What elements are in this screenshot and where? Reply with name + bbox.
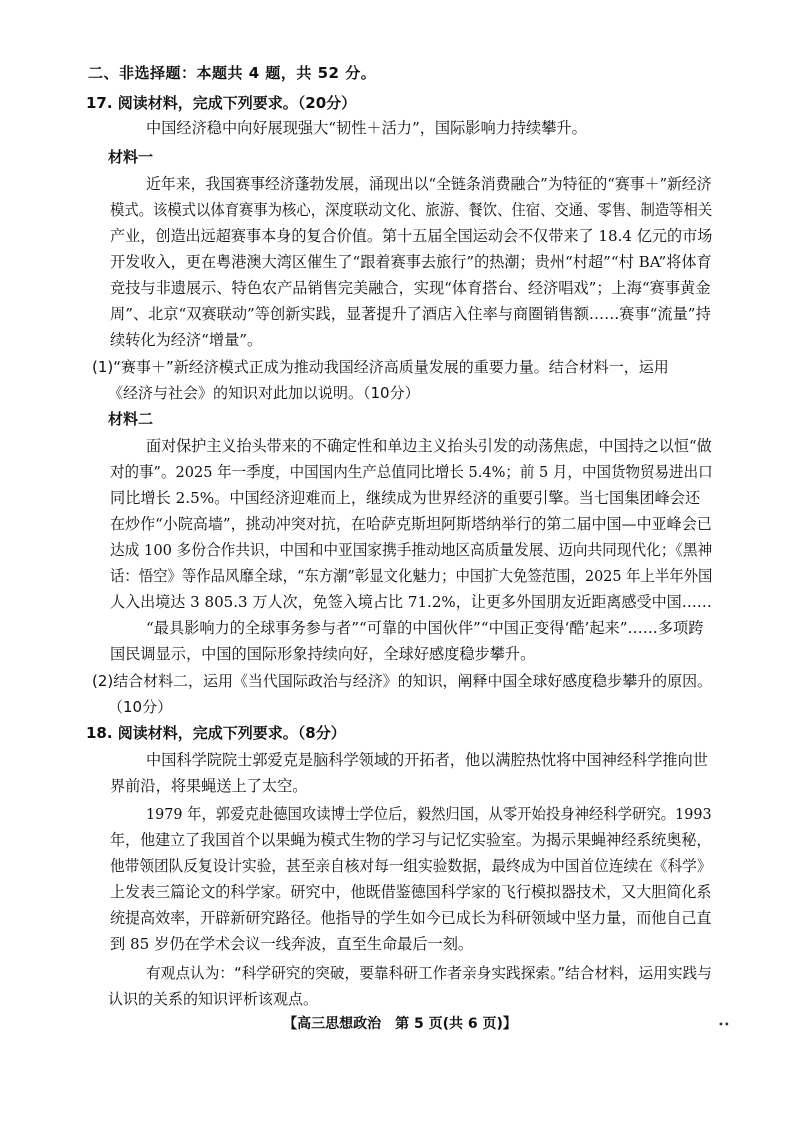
corner-mark: •• <box>718 1020 730 1031</box>
material-1-line: 近年来，我国赛事经济蓬勃发展，涌现出以“全链条消费融合”为特征的“赛事＋”新经济 <box>146 175 712 193</box>
sub-question-2-cont: （10分） <box>108 698 173 716</box>
material-1-line: 模式。该模式以体育赛事为核心，深度联动文化、旅游、餐饮、住宿、交通、零售、制造等相关 <box>110 201 713 219</box>
material-2-label: 材料二 <box>108 410 154 428</box>
question-18-line: 中国科学院院士郭爱克是脑科学领域的开拓者，他以满腔热忱将中国神经科学推向世 <box>146 751 708 769</box>
question-18-line: 界前沿，将果蝇送上了太空。 <box>110 777 308 795</box>
sub-question-1: (1)“赛事＋”新经济模式正成为推动我国经济高质量发展的重要力量。结合材料一，运用 <box>92 358 669 376</box>
material-2-line: 国民调显示，中国的国际形象持续向好，全球好感度稳步攀升。 <box>110 645 536 663</box>
material-2-line: 达成 100 多份合作共识，中国和中亚国家携手推动地区高质量发展、迈向共同现代化；《黑神 <box>110 541 713 559</box>
material-2-line: 在炒作“小院高墙”，挑动冲突对抗，在哈萨克斯坦阿斯塔纳举行的第二届中国—中亚峰会已 <box>110 515 712 533</box>
section-header: 二、非选择题：本题共 4 题，共 52 分。 <box>88 64 377 82</box>
material-2-line: “最具影响力的全球事务参与者”“可靠的中国伙伴”“中国正变得‘酷’起来”……多项跨 <box>146 619 704 637</box>
material-1-line: 周”、北京“双赛联动”等创新实践，显著提升了酒店入住率与商圈销售额……赛事“流量”持 <box>110 305 711 323</box>
question-18-prompt-cont: 认识的关系的知识评析该观点。 <box>108 990 319 1008</box>
question-18-title: 18. 阅读材料，完成下列要求。（8分） <box>86 724 346 742</box>
question-18-prompt: 有观点认为：“科学研究的突破，要靠科研工作者亲身实践探索。”结合材料，运用实践与 <box>146 964 712 982</box>
material-1-line: 产业，创造出远超赛事本身的复合价值。第十五届全国运动会不仅带来了 18.4 亿元的市场 <box>110 227 713 245</box>
question-18-line: 1979 年，郭爱克赴德国攻读博士学位后，毅然归国，从零开始投身神经科学研究。1993 <box>146 805 712 823</box>
sub-question-2: (2)结合材料二，运用《当代国际政治与经济》的知识，阐释中国全球好感度稳步攀升的原因。 <box>92 672 713 690</box>
question-17-title: 17. 阅读材料，完成下列要求。（20分） <box>86 94 357 112</box>
sub-question-1-cont: 《经济与社会》的知识对此加以说明。（10分） <box>108 384 420 402</box>
question-18-line: 到 85 岁仍在学术会议一线奔波，直至生命最后一刻。 <box>110 935 474 953</box>
question-18-line: 统提高效率，开辟新研究路径。他指导的学生如今已成长为科研领域中坚力量，而他自己直 <box>110 909 712 927</box>
question-18-line: 年，他建立了我国首个以果蝇为模式生物的学习与记忆实验室。为揭示果蝇神经系统奥秘， <box>110 831 712 849</box>
question-18-line: 上发表三篇论文的科学家。研究中，他既借鉴德国科学家的飞行模拟器技术，又大胆简化系 <box>110 883 712 901</box>
material-2-line: 同比增长 2.5%。中国经济迎难而上，继续成为世界经济的重要引擎。当七国集团峰会还 <box>110 489 701 507</box>
material-1-line: 续转化为经济“增量”。 <box>110 331 263 349</box>
material-2-line: 对的事”。2025 年一季度，中国国内生产总值同比增长 5.4%；前 5 月，中国货物贸易进出口 <box>110 463 713 481</box>
material-2-line: 话：悟空》等作品风靡全球，“东方潮”彰显文化魅力；中国扩大免签范围，2025 年上半年外国 <box>110 567 713 585</box>
material-2-line: 面对保护主义抬头带来的不确定性和单边主义抬头引发的动荡焦虑，中国持之以恒“做 <box>146 437 712 455</box>
question-18-line: 他带领团队反复设计实验，甚至亲自核对每一组实验数据，最终成为中国首位连续在《科学》 <box>110 857 712 875</box>
question-17-intro: 中国经济稳中向好展现强大“韧性＋活力”，国际影响力持续攀升。 <box>146 119 587 137</box>
material-1-label: 材料一 <box>108 148 154 166</box>
material-2-line: 人入出境达 3 805.3 万人次，免签入境占比 71.2%，让更多外国朋友近距离感受中国…… <box>110 593 712 611</box>
material-1-line: 开发收入，更在粤港澳大湾区催生了“跟着赛事去旅行”的热潮；贵州“村超”“村 BA”将体育 <box>110 253 712 271</box>
page-footer: 【高三思想政治 第 5 页(共 6 页)】 <box>283 1016 517 1032</box>
material-1-line: 竞技与非遗展示、特色农产品销售完美融合，实现“体育搭台、经济唱戏”；上海“赛事黄金 <box>110 279 711 297</box>
